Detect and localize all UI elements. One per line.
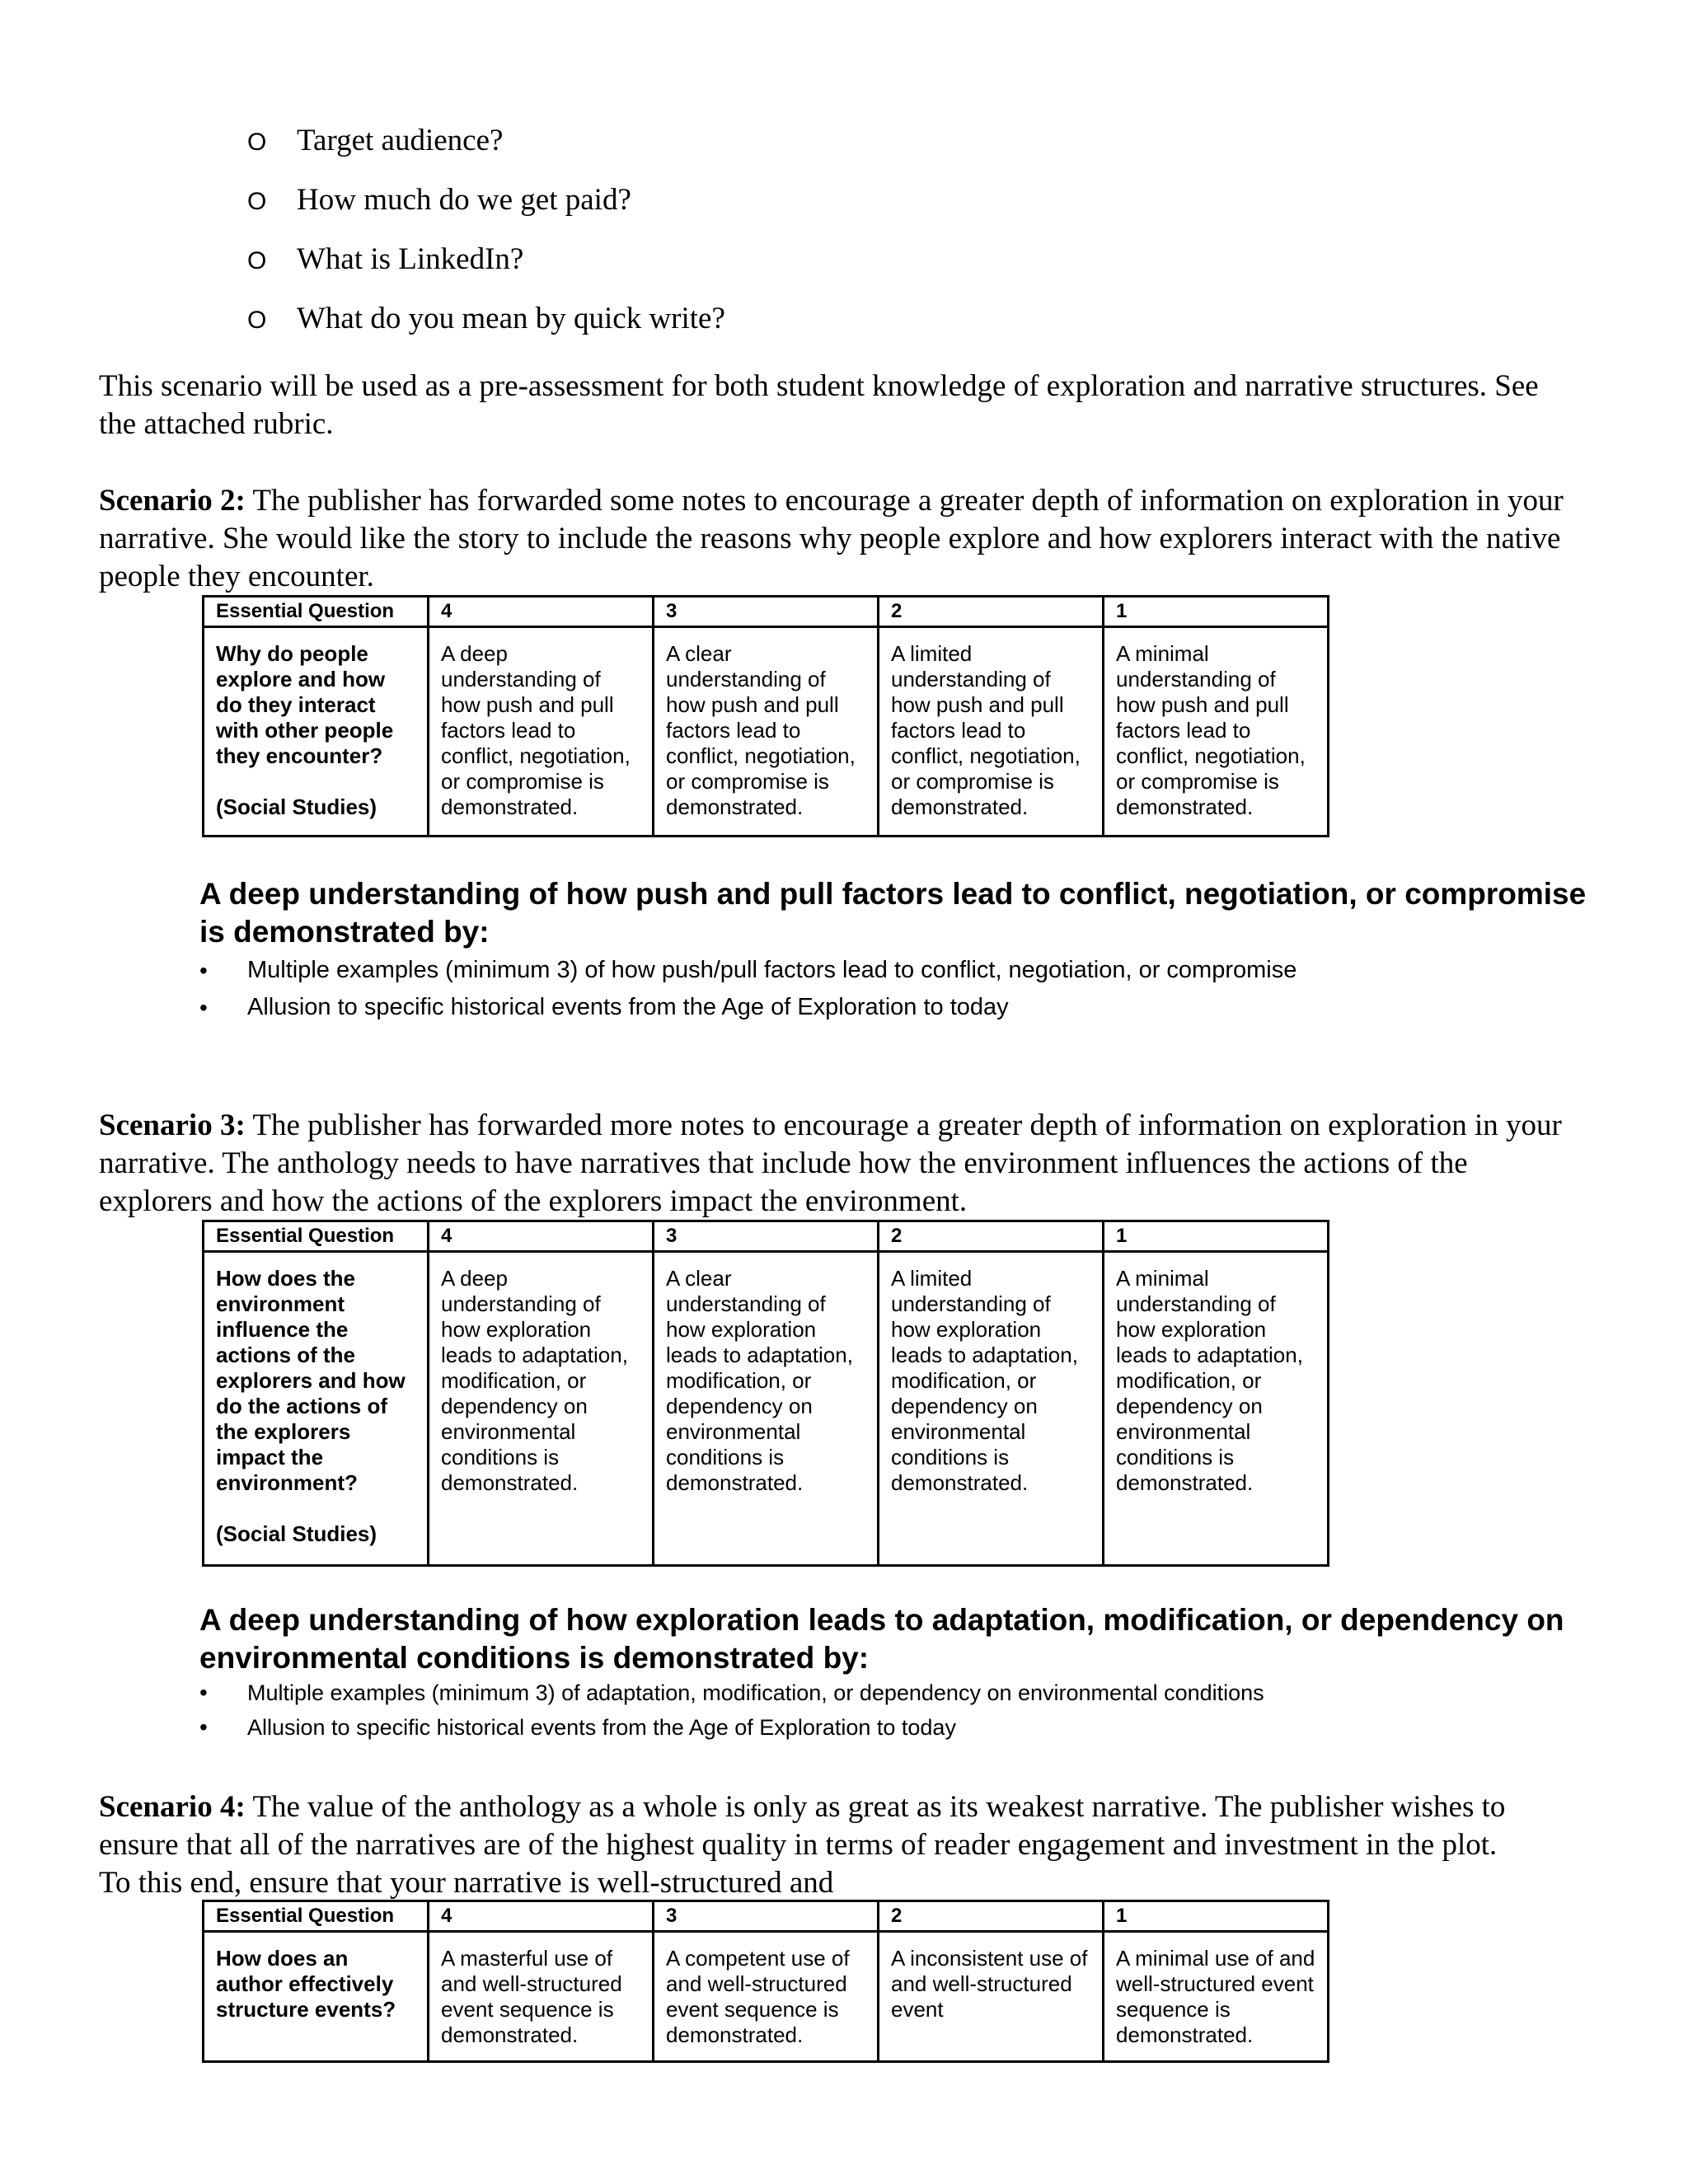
column-header: 4 [429, 1221, 654, 1252]
subject-label: (Social Studies) [216, 794, 377, 819]
scenario-4-label: Scenario 4: [99, 1790, 246, 1824]
scenario-3-label: Scenario 3: [99, 1108, 246, 1142]
column-header: 4 [429, 597, 654, 627]
column-header: Essential Question [204, 597, 429, 627]
table-cell: A masterful use of and well-structured event sequence is demonstrated. [429, 1932, 654, 2062]
table-cell: A clear understanding of how push and pull factors lead to conflict, negotiation, or compromise is demonstrated. [654, 627, 879, 837]
table-cell: A minimal understanding of how push and pull factors lead to conflict, negotiation, or compromise is demonstrated. [1104, 627, 1329, 837]
table-header-row [204, 597, 1329, 627]
list-item: • Allusion to specific historical events from the Age of Exploration to today [247, 1710, 1484, 1745]
table-cell: A minimal use of and well-structured event sequence is demonstrated. [1104, 1932, 1329, 2062]
scenario-2-subheading: A deep understanding of how push and pull factors lead to conflict, negotiation, or compromise is demonstrated by: [199, 877, 1587, 949]
bullet-icon: • [199, 958, 208, 983]
table-cell: A competent use of and well-structured event sequence is demonstrated. [654, 1932, 879, 2062]
subject-label: (Social Studies) [216, 1521, 377, 1546]
essential-question-cell: How does an author effectively structure events? [204, 1932, 429, 2062]
scenario-4-rubric-table [202, 1900, 1329, 2063]
scenario-2-bullets [199, 952, 1385, 1026]
list-item: • Multiple examples (minimum 3) of adaptation, modification, or dependency on environmental conditions [247, 1675, 1484, 1710]
table-header-row [204, 1901, 1329, 1932]
scenario-3-paragraph: Scenario 3: The publisher has forwarded more notes to encourage a greater depth of information on exploration in your narrative. The anthology needs to have narratives that include how the environment influences the actions of the explorers and how the actions of the explorers impact the environment. [99, 1108, 1562, 1218]
list-item: O What is LinkedIn? [247, 231, 725, 290]
scenario-2-label: Scenario 2: [99, 484, 246, 518]
table-cell: A minimal understanding of how exploration leads to adaptation, modification, or dependency on environmental conditions is demonstrated. [1104, 1252, 1329, 1566]
column-header: Essential Question [204, 1901, 429, 1932]
column-header: 1 [1104, 597, 1329, 627]
scenario-4-paragraph: Scenario 4: The value of the anthology as a whole is only as great as its weakest narrative. The publisher wishes to ensure that all of the narratives are of the highest quality in terms of reader engagement and investment in the plot. To this end, ensure that your narrative is well-structured and [99, 1790, 1506, 1900]
bullet-icon: • [199, 1680, 208, 1705]
circle-bullet-icon: O [247, 307, 267, 334]
intro-paragraph: This scenario will be used as a pre-assessment for both student knowledge of exploration and narrative structures. See the attached rubric. [99, 369, 1539, 441]
table-row [204, 627, 1329, 837]
column-header: Essential Question [204, 1221, 429, 1252]
table-cell: A clear understanding of how exploration leads to adaptation, modification, or dependency on environmental conditions is demonstrated. [654, 1252, 879, 1566]
column-header: 2 [879, 597, 1104, 627]
table-cell: A limited understanding of how push and pull factors lead to conflict, negotiation, or compromise is demonstrated. [879, 627, 1104, 837]
circle-bullet-icon: O [247, 129, 267, 156]
table-cell: A deep understanding of how push and pull factors lead to conflict, negotiation, or compromise is demonstrated. [429, 627, 654, 837]
essential-question-cell: How does the environment influence the actions of the explorers and how do the actions of the explorers impact the environment? (Social Studies) [204, 1252, 429, 1566]
list-item: O How much do we get paid? [247, 171, 725, 231]
column-header: 1 [1104, 1221, 1329, 1252]
column-header: 3 [654, 1901, 879, 1932]
column-header: 2 [879, 1901, 1104, 1932]
column-header: 4 [429, 1901, 654, 1932]
scenario-3-subheading: A deep understanding of how exploration leads to adaptation, modification, or dependency on environmental conditions is demonstrated by: [199, 1603, 1564, 1675]
table-cell: A inconsistent use of and well-structured event [879, 1932, 1104, 2062]
table-row [204, 1252, 1329, 1566]
bullet-icon: • [199, 995, 208, 1020]
scenario-2-paragraph: Scenario 2: The publisher has forwarded some notes to encourage a greater depth of information on exploration in your narrative. She would like the story to include the reasons why people explore and how explorers interact with the native people they encounter. [99, 484, 1564, 593]
column-header: 3 [654, 1221, 879, 1252]
scenario-3-bullets [199, 1675, 1484, 1745]
question-list [247, 112, 725, 349]
circle-bullet-icon: O [247, 188, 267, 215]
table-cell: A deep understanding of how exploration leads to adaptation, modification, or dependency on environmental conditions is demonstrated. [429, 1252, 654, 1566]
bullet-icon: • [199, 1714, 208, 1740]
circle-bullet-icon: O [247, 247, 267, 274]
list-item: • Allusion to specific historical events from the Age of Exploration to today [247, 989, 1385, 1026]
table-cell: A limited understanding of how exploration leads to adaptation, modification, or dependency on environmental conditions is demonstrated. [879, 1252, 1104, 1566]
column-header: 3 [654, 597, 879, 627]
scenario-2-rubric-table [202, 595, 1329, 837]
table-header-row [204, 1221, 1329, 1252]
scenario-3-rubric-table [202, 1220, 1329, 1567]
list-item: O What do you mean by quick write? [247, 290, 725, 349]
column-header: 1 [1104, 1901, 1329, 1932]
column-header: 2 [879, 1221, 1104, 1252]
list-item: • Multiple examples (minimum 3) of how push/pull factors lead to conflict, negotiation, or compromise [247, 952, 1385, 989]
essential-question-cell: Why do people explore and how do they interact with other people they encounter? (Social Studies) [204, 627, 429, 837]
list-item: O Target audience? [247, 112, 725, 171]
table-row [204, 1932, 1329, 2062]
